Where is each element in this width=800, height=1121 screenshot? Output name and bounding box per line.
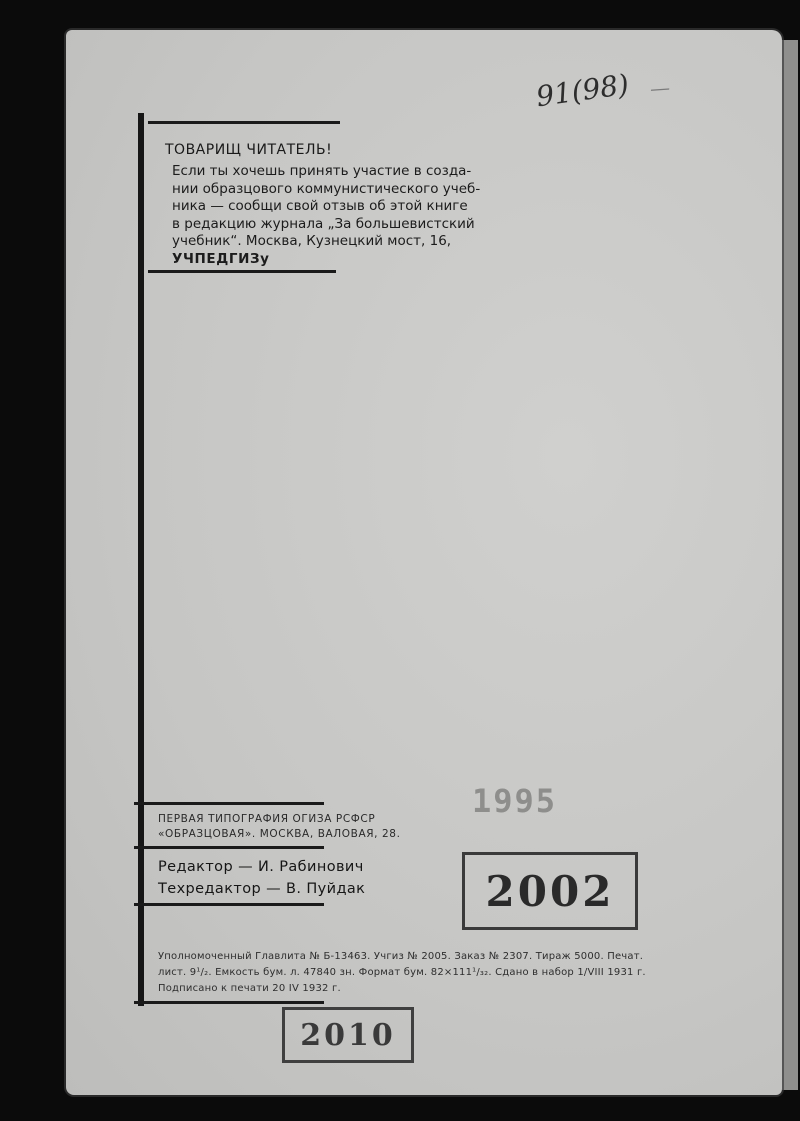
bottom-stamp (282, 1007, 414, 1063)
printer-line: ПЕРВАЯ ТИПОГРАФИЯ ОГИЗА РСФСР (158, 813, 376, 825)
rule-mid-printer (134, 846, 324, 849)
boxed-stamp (462, 852, 638, 930)
handwritten-faint-mark: — (649, 75, 671, 101)
page-edge (782, 40, 798, 1090)
notice-line: нии образцового коммунистического учеб- (172, 180, 481, 197)
faded-stamp-number: 1995 (472, 782, 558, 820)
imprint-line: Подписано к печати 20 IV 1932 г. (158, 983, 341, 994)
notice-heading: ТОВАРИЩ ЧИТАТЕЛЬ! (165, 142, 333, 158)
printer-info (158, 812, 401, 842)
handwritten-number: 91(98) (534, 67, 631, 114)
credits (158, 856, 365, 900)
reader-notice (172, 163, 556, 268)
notice-signature: УЧПЕДГИЗу (172, 250, 270, 267)
bottom-stamp-number: 2010 (300, 1017, 396, 1053)
editor-credit: Редактор — И. Рабинович (158, 859, 364, 875)
rule-bottom-notice (148, 270, 336, 273)
notice-line: ника — сообщи свой отзыв об этой книге (172, 198, 468, 214)
imprint-line: Уполномоченный Главлита № Б-13463. Учгиз № 2005. Заказ № 2307. Тираж 5000. Печат. (158, 951, 644, 962)
imprint (158, 949, 646, 997)
rule-bottom-imprint (134, 1001, 324, 1004)
boxed-stamp-number: 2002 (485, 866, 615, 916)
rule-top-printer (134, 802, 324, 805)
notice-line: в редакцию журнала „За большевистский (172, 215, 475, 232)
notice-line: Если ты хочешь принять участие в созда- (172, 163, 472, 179)
imprint-line: лист. 9¹/₂. Емкость бум. л. 47840 зн. Формат бум. 82×111¹/₃₂. Сдано в набор 1/VIII 1931 г. (158, 967, 646, 978)
notice-line: учебник“. Москва, Кузнецкий мост, 16, (172, 233, 452, 249)
rule-top-notice (148, 121, 340, 124)
printer-address: «ОБРАЗЦОВАЯ». МОСКВА, ВАЛОВАЯ, 28. (158, 828, 401, 840)
tech-editor-credit: Техредактор — В. Пуйдак (158, 881, 366, 897)
vertical-rule (138, 113, 144, 1006)
rule-below-credits (134, 903, 324, 906)
